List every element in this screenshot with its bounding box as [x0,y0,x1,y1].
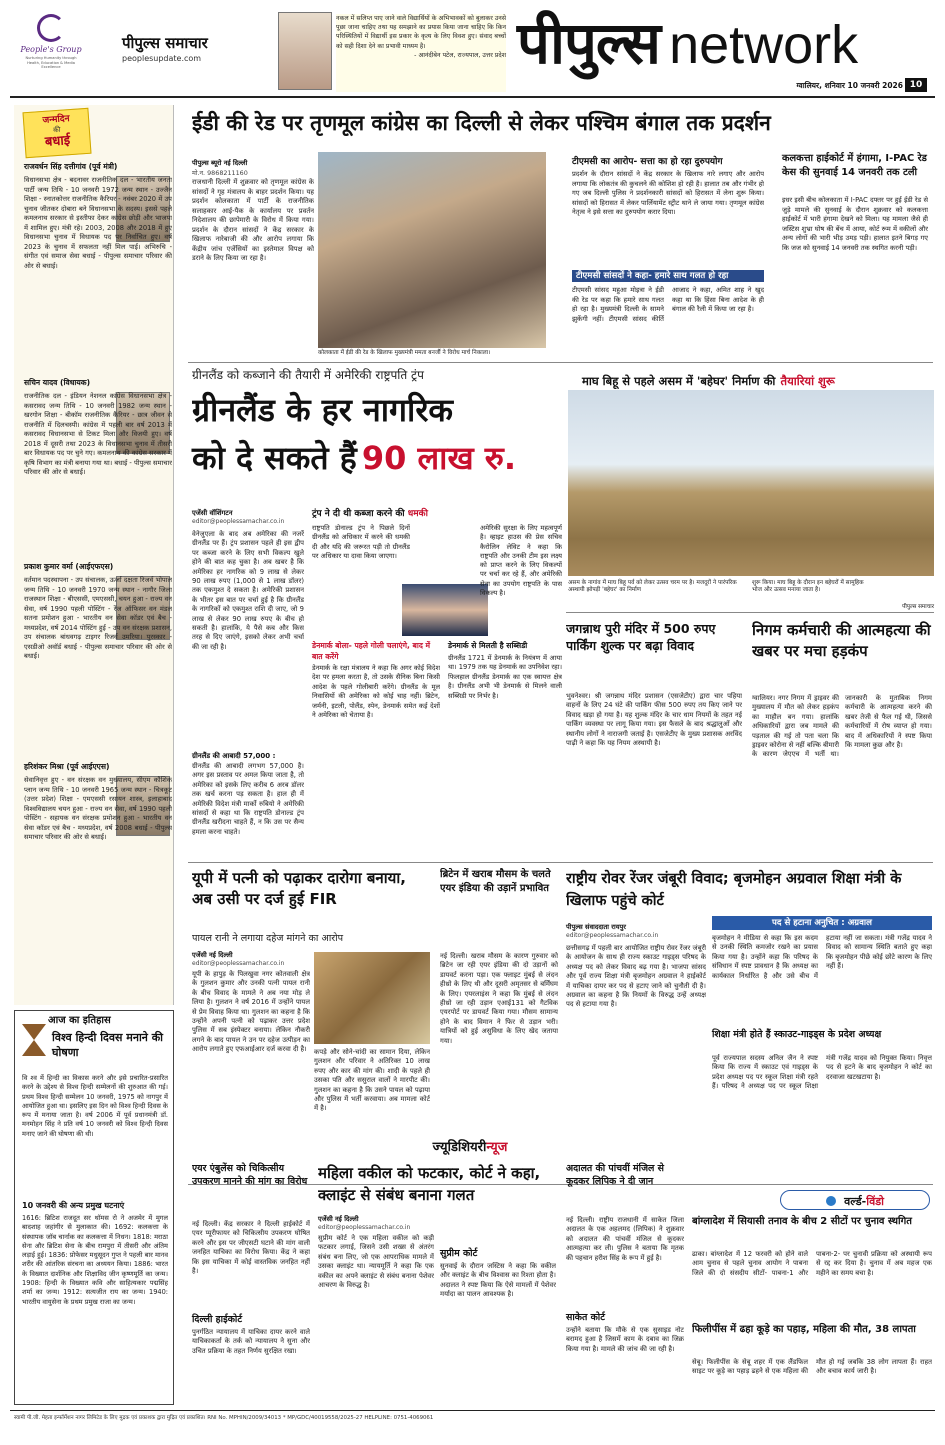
up-photo [314,952,430,1044]
lawyer-byline: एजेंसी नई दिल्ली [318,1215,359,1223]
quote-box [336,14,506,92]
page-number: 10 [905,78,927,92]
tmc-bottom-rule [188,362,933,363]
rover-byline: पीपुल्स संवाददाता रायपुर [566,923,626,931]
rover-sub-head: शिक्षा मंत्री होते हैं स्काउट-गाइड्स के प्रदेश अध्यक्ष [712,1029,882,1040]
mid-rule [188,862,933,863]
birthday-person-4-text: सेवानिवृत्त हुए - वन संरक्षक वन मुख्यालय, सीएम कौशिक प्लान जन्म तिथि - 10 जनवरी 1965 जन्म स्थान - चित्रकूट (उत्तर प्रदेश) शिक्षा - एमएससी रसायन शास्त्र, इलाहाबाद विश्वविद्यालय चयन हुआ - राज्य वन सेवा, वर्ष 1990 पहली पोस्टिंग - सहायक वन संरक्षक प्रमोशन हुआ - भारतीय वन सेवा कॉडर एवं बैच - मध्यप्रदेश, वर्ष 2008 बधाई - पीपुल्स समाचार परिवार की ओर से बधाई। [24,776,172,841]
denmark2-head: डेनमार्क से मिलती है सब्सिडी [448,641,528,650]
bihu-headline [582,370,932,389]
bangladesh-headline: बांग्लादेश में सियासी तनाव के बीच 2 सीटों पर चुनाव स्थगित [692,1216,912,1227]
tmc-side1-body: प्रदर्शन के दौरान सांसदों ने केंद्र सरकार के खिलाफ नारे लगाए और आरोप लगाया कि लोकतंत्र की कुचलने की कोशिश हो रही है। हालात तब और गंभीर हो गए जब दिल्ली पुलिस ने प्रदर्शनकारी सांसदों को हिरासत में लेना शुरू किया। सांसदों को हिरासत में लेकर पार्लियामेंट स्ट्रीट थाने ले जाया गया। तृणमूल कांग्रेस नेतृत्व ने इसे सत्ता का दुरुपयोग करार दिया। [572,170,764,216]
world-window-label [780,1190,930,1210]
greenland-kicker: ग्रीनलैंड को कब्जाने की तैयारी में अमेरिकी राष्ट्रपति ट्रंप [192,368,424,382]
jagannath-body: भुवनेश्वर। श्री जगन्नाथ मंदिर प्रशासन (एसजेटीए) द्वारा चार पहिया वाहनों के लिए 24 घंटे की पार्किंग फीस 500 रुपए तय किए जाने पर विवाद खड़ा हो गया है। यह शुल्क मंदिर के चार धाम नियमों के तहत नई पार्किंग व्यवस्था पर लागू किया गया। इस फैसले के बाद श्रद्धालुओं और स्थानीय लोगों ने नाराजगी जताई है। एसजेटीए के मुख्य प्रशासक अरविंद पाढ़ी ने कहा कि यह नियम अस्थायी है। [566,692,742,748]
bihu-bottom-rule [566,612,934,613]
hourglass-icon-bottom [22,1040,46,1056]
itihas-headline: विश्व हिन्दी दिवस मनाने की घोषणा [52,1031,164,1059]
greenland-headline-1: ग्रीनलैंड के हर नागरिक [192,391,454,429]
birthday-person-2-text: राजनीतिक दल - इंडियन नेशनल कांग्रेस विधानसभा क्षेत्र - कसरावद जन्म तिथि - 10 जनवरी 1982 जन्म स्थान - खरगोन शिक्षा - बीकॉम राजनीतिक कैरियर - छात्र जीवन से राजनीति में दिलचस्पी। कांग्रेस में पहली बार वर्ष 2013 में कसरावद विधानसभा से टिकट मिला और विजयी हुए। वर्ष 2018 में दूसरी तथा 2023 के विधानसभा चुनाव में तीसरी बार विधायक पद पर चुने गए। कमलनाथ की कांग्रेस सरकार में कृषि विभाग का मंत्री बनाया गया था। बधाई - पीपुल्स समाचार परिवार की ओर से बधाई। [24,392,172,476]
denmark1-body: डेनमार्क के रक्षा मंत्रालय ने कहा कि अगर कोई विदेश देश पर हमला करता है, तो उसके सैनिक बिना किसी आदेश के पहले गोलीबारी करेंगे। ग्रीनलैंड के मूल निवासियों की अमेरिका को कोई चाह नहीं। ब्रिटेन, जर्मनी, इटली, पोलैंड, स्पेन, डेनमार्क समेत कई देशों ने अमेरिका को चेताया है। [312,664,440,720]
britain-headline: ब्रिटेन में खराब मौसम के चलते एयर इंडिया की उड़ानें प्रभावित [440,869,551,894]
nigam-headline: निगम कर्मचारी की आत्महत्या की खबर पर मचा हड़कंप [752,621,931,660]
masthead-rule [10,96,935,98]
bihu-caption-1: असम के नागांव में माघ बिहू पर्व को लेकर उत्सव चरम पर है। मजदूरों ने पारंपरिक अस्थायी झोपड़ी 'बहेघर' का निर्माण [568,580,737,593]
denmark1-head: डेनमार्क बोला- पहले गोली चलाएंगे, बाद में बात करेंगे [312,641,431,661]
rover-email[interactable]: editor@peoplessamachar.co.in [566,932,659,939]
greenland-byline: एजेंसी वॉशिंगटन [192,509,233,517]
rover-body: छत्तीसगढ़ में पहली बार आयोजित राष्ट्रीय रोवर रेंजर जंबूरी के आयोजन के साथ ही राज्य स्काउट गाइड्स परिषद के अध्यक्ष पद को लेकर विवाद बढ़ गया है। भाजपा सांसद और पूर्व राज्य शिक्षा मंत्री बृजमोहन अग्रवाल ने हाईकोर्ट में याचिका दायर कर पद से हटाए जाने को चुनौती दी है। अग्रवाल का कहना है कि नियमों के विरुद्ध उन्हें अध्यक्ष पद से हटाया गया है। [566,944,706,1009]
quote-author: - आनंदीबेन पटेल, राज्यपाल, उत्तर प्रदेश [414,51,506,59]
website-link[interactable]: peoplesupdate.com [122,54,202,63]
greenland-body: वेनेजुएला के बाद अब अमेरिका की नजरें ग्रीनलैंड पर हैं। ट्रंप प्रशासन पहले ही इस द्वीप पर कब्जा करने के लिए सभी विकल्प खुले होने की बात कह चुका है। अब खबर है कि अमेरिका हर नागरिक को 9 लाख से लेकर 90 लाख रुपए (1,000 से 1 लाख डॉलर) तक एकमुश्त दे सकता है। अमेरिकी प्रशासन के भीतर इस बात पर चर्चा हुई है कि ग्रीनलैंड के नागरिकों को एकमुश्त राशि दी जाए, जो 9 लाख से लेकर 90 लाख रुपए के बीच हो सकती है। हालांकि, ये पैसे कब और किस तरह से दिए जाएंगे, इसको लेकर अभी चर्चा की जा रही है। [192,530,304,651]
jagannath-headline: जगन्नाथ पुरी मंदिर में 500 रुपए पार्किंग शुल्क पर बढ़ा विवाद [566,621,716,653]
birthday-badge [22,108,91,158]
greenland-headline-2 [192,436,562,480]
governor-photo [278,12,332,90]
world-window-label-2: विंडो [866,1195,884,1208]
greenland-box-head-red: धमकी [407,509,428,519]
itihas-text: वि श्व में हिन्दी का विकास करने और इसे प्रचारित-प्रसारित करने के उद्देश्य से विश्व हिन्दी सम्मेलनों की शुरुआत की गई। प्रथम विश्व हिन्दी सम्मेलन 10 जनवरी, 1975 को नागपुर में आयोजित हुआ था। इसलिए इस दिन को विश्व हिन्दी दिवस के रूप में मनाया जाता है। वर्ष 2006 में पूर्व प्रधानमंत्री डॉ. मनमोहन सिंह ने प्रति वर्ष 10 जनवरी को विश्व हिन्दी दिवस मनाए जाने की घोषणा की थी। [22,1074,168,1138]
airport-body: नई दिल्ली। केंद्र सरकार ने दिल्ली हाईकोर्ट में एयर प्यूरीफायर को चिकित्सीय उपकरण घोषित करने और इस पर जीएसटी घटाने की मांग वाली जनहित याचिका का विरोध किया। केंद्र ने कहा कि इस याचिका में कोई वास्तविक जनहित नहीं है। [192,1220,310,1276]
birthday-person-4-name: हरिशंकर मिश्रा (पूर्व आईएएस) [24,762,110,771]
birthday-title-1: जन्मदिन [42,114,70,126]
greenland-box-head [312,508,562,520]
bangladesh-body: ढाका। बांग्लादेश में 12 फरवरी को होने वाले आम चुनाव से पहले चुनाव आयोग ने पाबना जिले की दो संसदीय सीटों- पाबना-1 और पाबना-2- पर चुनावी प्रक्रिया को अस्थायी रूप से रद्द कर दिया है। चुनाव में अब महज एक महीने का समय बचा है। [692,1250,932,1277]
group-name: People's Group [20,45,82,54]
bihu-caption-2: शुरू किया। माघ बिहू के दौरान इन बहेघरों में सामूहिक भोज और उत्सव मनाया जाता है। [752,580,864,593]
saket-body: नई दिल्ली। राष्ट्रीय राजधानी में साकेत जिला अदालत के एक अहलमद (लिपिक) ने शुक्रवार को अदालत की पांचवीं मंजिल से कूदकर आत्महत्या कर ली। पुलिस ने बताया कि मृतक की पहचान हरीश सिंह के रूप में हुई है। [566,1216,684,1262]
itihas-events-title: 10 जनवरी की अन्य प्रमुख घटनाएं [22,1201,125,1210]
greenland-body2-head: ग्रीनलैंड की आबादी 57,000 : [192,752,276,760]
quote-text: नकल में सलिप्त पाए जाने वाले विद्यार्थियों के अभिभावकों को बुलाकर उनसे पूछा जाना चाहिए तथा यह समझाने का प्रयास किया जाना चाहिए कि किन परिस्थितियों में विद्यार्थी इस प्रकार के कृत्य के लिए विवश हुए। संवाद बच्चों को सही दिशा देने का प्रभावी माध्यम है। [336,15,506,50]
hourglass-icon [22,1024,46,1040]
lawyer-body: सुप्रीम कोर्ट ने एक महिला वकील को कड़ी फटकार लगाई, जिसने उसी शख्स से अंतरंग संबंध बना लिए, जो एक आपराधिक मामले में उसका क्लाइंट था। न्यायमूर्ति ने कहा कि एक वकील का अपने क्लाइंट से संबंध बनाना पेशेवर आचरण के विरुद्ध है। [318,1234,434,1290]
tmc-side2-headline: टीएमसी सांसदों ने कहा- हमारे साथ गलत हो रहा [572,270,764,282]
tmc-side1-headline: टीएमसी का आरोप- सत्ता का हो रहा दुरुपयोग [572,157,723,167]
saket-court-label: साकेत कोर्ट [566,1312,605,1323]
birthday-person-2-name: सचिन यादव (विधायक) [24,378,91,387]
rover-headline: राष्ट्रीय रोवर रेंजर जंबूरी विवाद; बृजमोहन अग्रवाल शिक्षा मंत्री के खिलाफ पहुंचे कोर्ट [566,871,902,909]
tmc-photo-caption: कोलकाता में ईडी की रेड के खिलाफ मुख्यमंत्री ममता बनर्जी ने विरोध मार्च निकाला। [318,350,491,356]
footer-rule [10,1410,935,1411]
imprint-line: स्वामी पी.जी. मेहता इन्फॉर्मेशन नागर लिमिटेड के लिए मुद्रक एवं प्रकाशक द्वारा मुद्रित एवं प्रकाशित। RNI No. MPHIN/2009/34013 * MP/GDC/40019558/2025-27 HELPLINE: 0751-4069061 [14,1415,434,1421]
people-group-icon [37,14,65,42]
airport-headline: एयर एंबुलेंस को चिकित्सीय उपकरण मानने की मांग का विरोध [192,1163,308,1187]
philippines-headline: फिलीपींस में ढहा कूड़े का पहाड़, महिला की मौत, 38 लापता [692,1324,916,1335]
supreme-court-body: सुनवाई के दौरान जस्टिस ने कहा कि वकील और क्लाइंट के बीच विश्वास का रिश्ता होता है। अदालत ने स्पष्ट किया कि ऐसे मामलों में पेशेवर मर्यादा का पालन आवश्यक है। [440,1262,556,1299]
up-email[interactable]: editor@peoplessamachar.co.in [192,960,285,967]
paper-logo [122,34,272,63]
bihu-headline-1: माघ बिहू से पहले असम में 'बहेघर' निर्माण की [582,374,776,388]
greenland-box-body1: राष्ट्रपति डोनाल्ड ट्रंप ने पिछले दिनों ग्रीनलैंड को अधिकार में करने की धमकी दी और यदि की जरूरत पड़ी तो ग्रीनलैंड पर अधिकार या दावा किया जाएगा। [312,524,410,560]
rover-side-head: पद से हटाना अनुचित : अग्रवाल [712,916,932,930]
rover-side-body: बृजमोहन ने मीडिया से कहा कि इस कदम से उनकी स्थिति कमजोर रखने का प्रयास किया गया है। उन्होंने कहा कि परिषद के संविधान में स्पष्ट प्रावधान है कि अध्यक्ष का कार्यकाल निर्धारित है और उसे बीच में हटाया नहीं जा सकता। मंत्री गजेंद्र यादव ने विवाद को सामान्य स्थिति बताते हुए कहा कि बृजमोहन पीछे कोई छोटे कारण के लिए नहीं हैं। [712,934,932,980]
section-title-left: पीपुल्स [517,9,660,77]
lawyer-headline: महिला वकील को फटकार, कोर्ट ने कहा, क्लाइंट से संबंध बनाना गलत [318,1164,541,1204]
paper-name: पीपुल्स समाचार [122,34,208,52]
greenland-headline-2-text: को दे सकते हैं [192,439,357,477]
birthday-person-1-text: विधानसभा क्षेत्र - बदनावर राजनीतिक दल - भारतीय जनता पार्टी जन्म तिथि - 10 जनवरी 1972 जन्म स्थान - उज्जैन शिक्षा - स्नातकोत्तर राजनीतिक कैरियर - नवंबर 2020 में उप चुनाव जीतकर दोबारा बने विधानसभा के सदस्य। इससे पहले कमलनाथ सरकार से इस्तीफा देकर कांग्रेस छोड़ी और भाजपा में शामिल हुए। मंत्री रहे। 2003, 2008 और 2018 में हुए विधानसभा चुनाव में विधायक पद पर निर्वाचित हुए। वर्ष 2023 के चुनाव में सफलता नहीं मिल पाई। अभिरुचि - संगीत एवं समाज सेवा बधाई - पीपुल्स समाचार परिवार की ओर से बधाई। [24,176,172,270]
lawyer-email[interactable]: editor@peoplessamachar.co.in [318,1224,411,1231]
birthday-person-1-name: राजवर्धन सिंह दत्तीगांव (पूर्व मंत्री) [24,162,118,171]
bihu-headline-2: तैयारियां शुरू [780,374,835,388]
trump-photo [402,584,488,636]
britain-body: नई दिल्ली। खराब मौसम के कारण गुरुवार को ब्रिटेन जा रही एयर इंडिया की दो उड़ानों को डायवर्ट करना पड़ा। एक फ्लाइट मुंबई से लंदन हीथ्रो के लिए थी और दूसरी अमृतसर से बर्मिंघम के लिए। एयरलाइंस ने कहा कि मुंबई से लंदन हीथ्रो जा रही उड़ान एआई131 को गैटविक एयरपोर्ट पर डायवर्ट किया गया। मौसम सामान्य होने के बाद विमान ने फिर से उड़ान भरी। यात्रियों को हुई असुविधा के लिए खेद जताया गया। [440,952,558,1045]
up-kicker: पायल रानी ने लगाया दहेज मांगने का आरोप [192,933,344,944]
group-tagline: Nurturing Humanity through Health, Education & Media Excellence [25,56,77,70]
hc-body: इधर इसी बीच कोलकाता में I-PAC दफ्तर पर हुई ईडी रेड से जुड़े मामले की सुनवाई के दौरान शुक्रवार को कलकत्ता हाईकोर्ट में भारी हंगामा देखने को मिला। यह मामला जैसे ही जस्टिस शुभ्रा घोष की बेंच में आया, कोर्ट रूम में वकीलों और अन्य लोगों की भारी भीड़ उमड़ पड़ी। हालात इतने बिगड़ गए कि जज को सुनवाई 14 जनवरी तक स्थगित करनी पड़ी। [782,196,928,252]
greenland-headline-amount: 90 लाख रु. [361,439,517,477]
up-body: यूपी के हापुड़ के पिलखुवा नगर कोतवाली क्षेत्र के गुलशन कुमार और उनकी पत्नी पायल रानी के बीच विवाद के मामले ने अब नया मोड़ ले लिया है। गुलशन ने वर्ष 2016 में उन्होंने पायल से प्रेम विवाह किया था। गुलशन का कहना है कि उन्होंने अपनी पत्नी को पढ़ाकर उत्तर प्रदेश पुलिस में सब इंस्पेक्टर बनाया। लेकिन नौकरी लगने के बाद पायल ने उन पर दहेज उत्पीड़न का आरोप लगाते हुए एफआईआर दर्ज करवा दी है। [192,970,310,1054]
nigam-body: ग्वालियर। नगर निगम में ड्राइवर की मुख्यालय में मौत को लेकर हड़कंप का माहौल बन गया। हालांकि अधिकारियों द्वारा जब मामले की पड़ताल की गई तो पता चला कि ड्राइवर कोरोना से नहीं बल्कि बीमारी के कारण जेएएच में भर्ती था। जानकारी के मुताबिक निगम कर्मचारी के आत्महत्या करने की खबर तेजी से फैल गई थी, जिससे कर्मचारियों में रोष व्याप्त हो गया। बाद में अधिकारियों ने स्पष्ट किया कि मामला कुछ और है। [752,694,932,759]
tmc-body: राजधानी दिल्ली में शुक्रवार को तृणमूल कांग्रेस के सांसदों ने गृह मंत्रालय के बाहर प्रदर्शन किया। यह प्रदर्शन कोलकाता में पार्टी के राजनीतिक सलाहकार आई-पैक के कार्यालय पर प्रवर्तन निदेशालय की छापेमारी के विरोध में किया गया। प्रदर्शन के दौरान सांसदों ने केंद्र सरकार के खिलाफ नारेबाजी की और आरोप लगाया कि केंद्रीय जांच एजेंसियों का इस्तेमाल विपक्ष को डराने के लिए किया जा रहा है। [192,178,314,262]
greenland-body2: ग्रीनलैंड की आबादी लगभग 57,000 है। अगर इस प्रस्ताव पर अमल किया जाता है, तो अमेरिका को इसके लिए करीब 6 अरब डॉलर तक खर्च करना पड़ सकता है। हाल ही में अमेरिकी विदेश मंत्री मार्को रुबियो ने अमेरिकी सांसदों से कहा था कि राष्ट्रपति डोनाल्ड ट्रंप ग्रीनलैंड खरीदना चाहते हैं, न कि उस पर सैन्य हमला करना चाहते। [192,762,304,836]
world-window-label-1: वर्ल्ड- [844,1195,867,1208]
greenland-box-head-text: ट्रंप ने दी थी कब्जा करने की [312,509,405,519]
denmark2-body: ग्रीनलैंड 1721 में डेनमार्क के नियंत्रण में आया था। 1979 तक यह डेनमार्क का उपनिवेश रहा। फिलहाल ग्रीनलैंड डेनमार्क का एक स्वायत्त क्षेत्र है। ग्रीनलैंड अभी भी डेनमार्क से मिलने वाली सब्सिडी पर निर्भर है। [448,654,562,700]
saket-court-body: उन्होंने बताया कि मौके से एक सुसाइड नोट बरामद हुआ है जिसमें काम के दबाव का जिक्र किया गया है। मामले की जांच की जा रही है। [566,1326,684,1353]
tmc-headline: ईडी की रेड पर तृणमूल कांग्रेस का दिल्ली से लेकर पश्चिम बंगाल तक प्रदर्शन [192,111,771,135]
section-title-right: network [669,15,859,75]
judiciary-label [380,1136,560,1158]
section-title [517,8,937,78]
bihu-credit: पीपुल्स समाचार [902,604,934,610]
tmc-byline: पीपुल्स ब्यूरो नई दिल्ली [192,159,248,167]
itihas-title: आज का इतिहास [48,1015,111,1026]
greenland-email[interactable]: editor@peoplessamachar.co.in [192,518,285,525]
tmc-mobile: मो.न. 9868211160 [192,169,248,177]
birthday-title-3: बधाई [44,133,71,150]
up-body2: कपड़े और सोने-चांदी का सामान दिया, लेकिन गुलशन और परिवार ने अतिरिक्त 10 लाख रुपए और कार की मांग की। शादी के पहले ही उसका पति और ससुराल वालों ने मारपीट की। गुलशन का कहना है कि उसने पायल को पढ़ाया और पुलिस में भर्ती करवाया। अब मामला कोर्ट में है। [314,1048,430,1113]
globe-icon [826,1196,836,1206]
judiciary-label-1: ज्यूडिशियरी [432,1140,487,1155]
bihu-photo [568,390,934,576]
saket-headline: अदालत की पांचवीं मंजिल से कूदकर लिपिक ने दी जान [566,1163,664,1187]
birthday-person-3-name: प्रकाश कुमार वर्मा (आईएफएस) [24,562,114,571]
tmc-photo [318,152,546,348]
philippines-body: सेबू। फिलीपींस के सेबू शहर में एक लैंडफिल साइट पर कूड़े का पहाड़ ढहने से एक महिला की मौत हो गई जबकि 38 लोग लापता हैं। राहत और बचाव कार्य जारी है। [692,1358,932,1376]
up-byline: एजेंसी नई दिल्ली [192,951,233,959]
delhi-hc-body: पुनर्गठित न्यायालय में याचिका दायर करने वाले याचिकाकर्ता के तर्क को न्यायालय ने सुना और उचित प्रक्रिया के तहत निर्णय सुरक्षित रखा। [192,1328,310,1355]
delhi-hc-label: दिल्ली हाईकोर्ट [192,1314,243,1325]
dateline: ग्वालियर, शनिवार 10 जनवरी 2026 [796,81,903,90]
birthday-person-3-text: वर्तमान पदस्थापना - उप संचालक, ऊर्जा दक्षता रिजर्व भोपाल जन्म तिथि - 10 जनवरी 1970 जन्म स्थान - नागौर जिला राजस्थान शिक्षा - बीएससी, एमएससी, चयन हुआ - राज्य वन सेवा, वर्ष 1990 पहली पोस्टिंग - रेंज ऑफिसर वन मंडल सतना प्रमोशन हुआ - भारतीय वन सेवा कॉडर एवं बैच - मध्यप्रदेश, वर्ष 2014 पोस्टिंग हुई - उप वन संरक्षक प्रशासन, उप संचालक बांधवगढ़ टाइगर रिजर्व उमरिया। पुरस्कार - एसडीओ अवॉर्ड बधाई - पीपुल्स समाचार परिवार की ओर से बधाई। [24,576,172,660]
hc-headline: कलकत्ता हाईकोर्ट में हंगामा, I-PAC रेड केस की सुनवाई 14 जनवरी तक टली [782,153,927,178]
greenland-box-body2: अमेरिकी सुरक्षा के लिए महत्वपूर्ण है। व्हाइट हाउस की प्रेस सचिव कैरोलिन लेविट ने कहा कि राष्ट्रपति और उनकी टीम इस लक्ष्य को प्राप्त करने के लिए विकल्पों पर चर्चा कर रहे हैं, और अमेरिकी सेना का उपयोग राष्ट्रपति के पास विकल्प है। [480,524,562,598]
supreme-court-label: सुप्रीम कोर्ट [440,1248,478,1259]
judiciary-label-2: न्यूज [486,1140,508,1155]
itihas-events: 1616: ब्रिटिश राजदूत सर थॉमस रो ने अजमेर में मुगल बादशाह जहांगीर से मुलाकात की। 1692: कलकत्ता के संस्थापक जॉब चार्नाक का कलकत्ता में निधन। 1818: मराठा सेना और ब्रिटिश सेना के बीच रामपुरा में तीसरी और अंतिम लड़ाई हुई। 1836: प्रोफेसर मधुसूदन गुप्त ने पहली बार मानव शरीर की आंतरिक संरचना का अध्ययन किया। 1886: भारत के विख्यात दार्शनिक और शिक्षाविद जीन कृष्णमूर्ति का जन्म। 1908: हिन्दी के विख्यात कवि और साहित्यकार पद्मसिंह शर्मा का जन्म। 1912: सत्यजीत राय का जन्म। 1940: भारतीय वायुसेना के प्रथम प्रमुख राजा का जन्म। [22,1214,168,1306]
birthday-title-2: की [52,125,61,135]
tmc-side2-body: टीएमसी सांसद महुआ मोइत्रा ने ईडी की रेड पर कहा कि हमारे साथ गलत हो रहा है। मुख्यमंत्री दिल्ली के सामने झुकेंगी नहीं। टीएमसी सांसद कीर्ति आजाद ने कहा, अमित शाह ने खुद कहा था कि हिंसा बिना आदेश के ही बंगाल की रैली में किया जा रहा है। [572,286,764,323]
group-logo [20,14,82,86]
rover-sub-body: पूर्व राज्यपाल सदस्य अनिल जैन ने स्पष्ट किया कि राज्य में स्काउट एवं गाइड्स के प्रदेश अध्यक्ष पद पर स्कूल शिक्षा मंत्री रहते हैं। परिषद ने अध्यक्ष पद पर स्कूल शिक्षा मंत्री गजेंद्र यादव को नियुक्त किया। निवृत्त पद से हटने के बाद बृजमोहन ने कोर्ट का दरवाजा खटखटाया है। [712,1054,932,1091]
up-headline: यूपी में पत्नी को पढ़ाकर दारोगा बनाया, अब उसी पर दर्ज हुई FIR [192,869,406,908]
